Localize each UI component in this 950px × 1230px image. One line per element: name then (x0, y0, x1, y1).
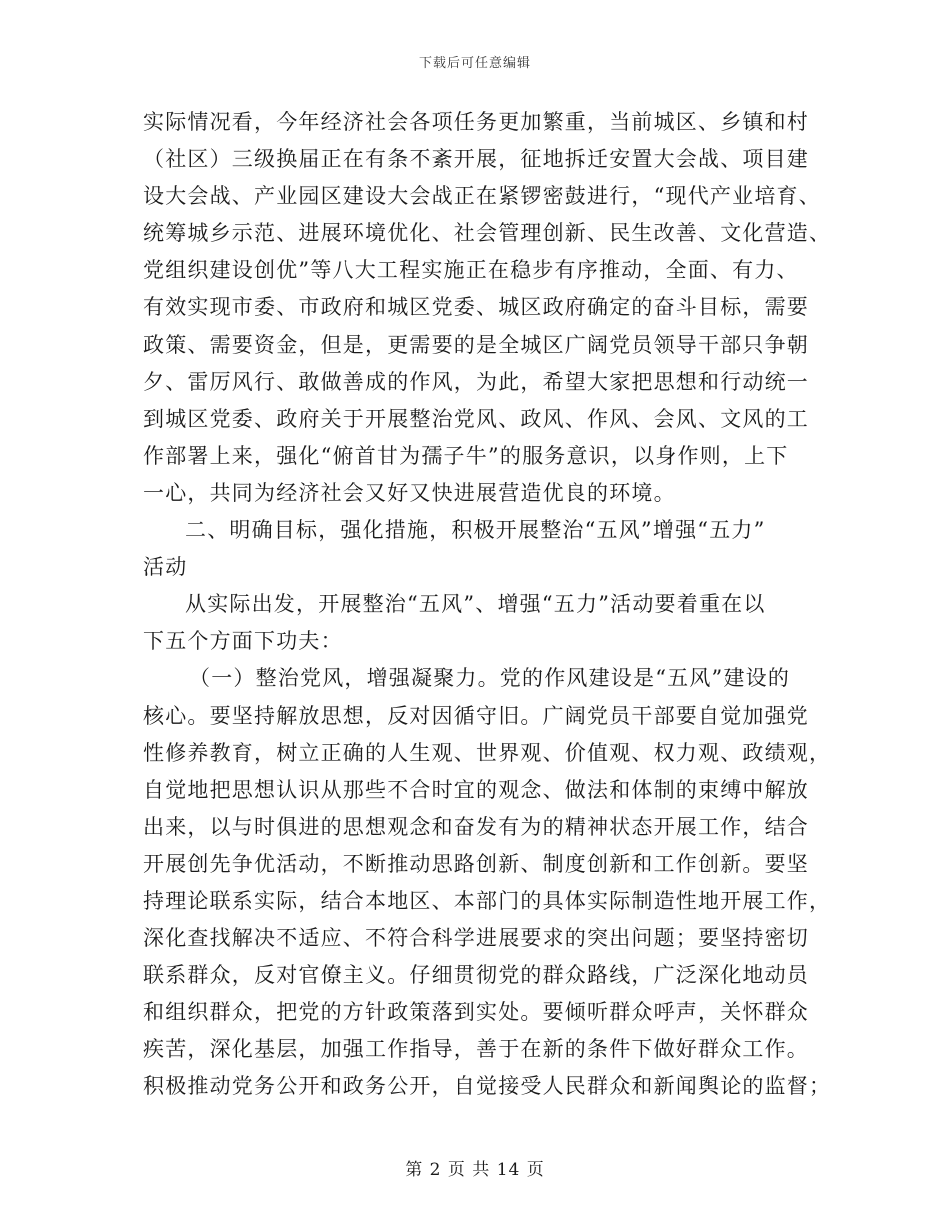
text-line: 统筹城乡示范、进展环境优化、社会管理创新、民生改善、文化营造、 (143, 221, 832, 246)
text-line: 到城区党委、政府关于开展整治党风、政风、作风、会风、文风的工 (143, 406, 809, 431)
text-line: 下五个方面下功夫： (143, 629, 343, 654)
subsection-heading: （一）整治党风，增强凝聚力。党的作风建设是“五风”建设的 (189, 666, 791, 691)
text-line: 持理论联系实际，结合本地区、本部门的具体实际制造性地开展工作， (143, 888, 832, 913)
section-heading: 二、明确目标，强化措施，积极开展整治“五风”增强“五力” (185, 518, 766, 543)
text-line: 开展创先争优活动，不断推动思路创新、制度创新和工作创新。要坚 (143, 851, 809, 876)
text-line: 积极推动党务公开和政务公开，自觉接受人民群众和新闻舆论的监督； (143, 1074, 832, 1099)
text-line: 有效实现市委、市政府和城区党委、城区政府确定的奋斗目标，需要 (143, 295, 809, 320)
section-heading-continued: 活动 (143, 555, 188, 580)
document-body (143, 104, 832, 1106)
text-line: 深化查找解决不适应、不符合科学进展要求的突出问题；要坚持密切 (143, 926, 809, 951)
text-line: （社区）三级换届正在有条不紊开展，征地拆迁安置大会战、项目建 (143, 147, 809, 172)
text-line: 实际情况看，今年经济社会各项任务更加繁重，当前城区、乡镇和村 (143, 110, 809, 134)
text-line: 疾苦，深化基层，加强工作指导，善于在新的条件下做好群众工作。 (143, 1037, 809, 1062)
text-line: 政策、需要资金，但是，更需要的是全城区广阔党员领导干部只争朝 (143, 332, 809, 357)
text-line: 党组织建设创优”等八大工程实施正在稳步有序推动，全面、有力、 (143, 258, 799, 283)
text-line: 核心。要坚持解放思想，反对因循守旧。广阔党员干部要自觉加强党 (143, 703, 809, 728)
text-line: 联系群众，反对官僚主义。仔细贯彻党的群众路线，广泛深化地动员 (143, 963, 809, 988)
text-line: 和组织群众，把党的方针政策落到实处。要倾听群众呼声，关怀群众 (143, 1000, 809, 1025)
text-line: 作部署上来，强化“俯首甘为孺子牛”的服务意识，以身作则，上下 (143, 443, 789, 468)
text-line: 设大会战、产业园区建设大会战正在紧锣密鼓进行，“现代产业培育、 (143, 184, 821, 209)
page-number-footer: 第 2 页 共 14 页 (405, 1160, 545, 1180)
text-line: 自觉地把思想认识从那些不合时宜的观念、做法和体制的束缚中解放 (143, 777, 809, 802)
text-line: 夕、雷厉风行、敢做善成的作风，为此，希望大家把思想和行动统一 (143, 369, 809, 394)
text-line: 出来，以与时俱进的思想观念和奋发有为的精神状态开展工作，结合 (143, 814, 809, 839)
text-line: 从实际出发，开展整治“五风”、增强“五力”活动要着重在以 (185, 592, 766, 617)
text-line: 一心，共同为经济社会又好又快进展营造优良的环境。 (143, 480, 676, 505)
text-line: 性修养教育，树立正确的人生观、世界观、价值观、权力观、政绩观， (143, 740, 832, 765)
page-header: 下载后可任意编辑 (418, 56, 531, 71)
